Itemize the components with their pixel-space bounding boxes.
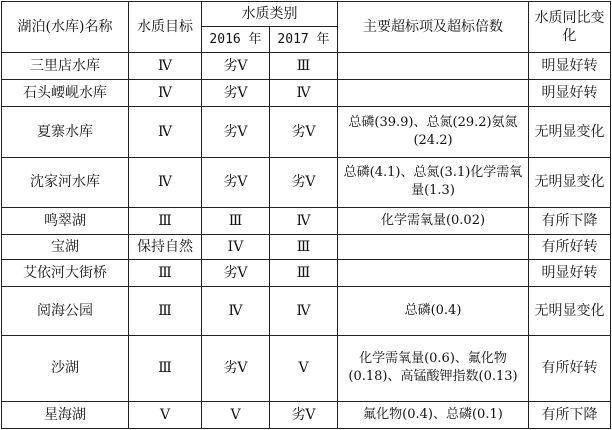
table-row — [2, 106, 611, 157]
cell-target: Ⅳ — [129, 79, 202, 106]
cell-change: 明显好转 — [529, 260, 611, 287]
cell-lake-name: 星海湖 — [2, 402, 129, 429]
table-row — [2, 235, 611, 260]
header-category: 水质类别 — [202, 2, 338, 27]
cell-exceed: 化学需氧量(0.02) — [338, 208, 529, 235]
cell-exceed: 化学需氧量(0.6)、氟化物(0.18)、高锰酸钾指数(0.13) — [338, 335, 529, 401]
cell-exceed — [338, 53, 529, 80]
cell-change: 有所好转 — [529, 335, 611, 401]
cell-target: Ⅲ — [129, 208, 202, 235]
cell-category-2017: 劣Ⅴ — [270, 106, 338, 157]
cell-lake-name: 石头崾岘水库 — [2, 79, 129, 106]
cell-target: Ⅳ — [129, 106, 202, 157]
cell-change: 无明显变化 — [529, 287, 611, 336]
cell-lake-name: 三里店水库 — [2, 53, 129, 80]
cell-category-2017: Ⅳ — [270, 79, 338, 106]
cell-category-2017: Ⅲ — [270, 260, 338, 287]
cell-change: 无明显变化 — [529, 106, 611, 157]
table-row — [2, 157, 611, 208]
header-lake-name: 湖泊(水库)名称 — [2, 2, 129, 53]
cell-target: Ⅴ — [129, 402, 202, 429]
cell-category-2017: Ⅲ — [270, 235, 338, 260]
cell-target: Ⅳ — [129, 157, 202, 208]
cell-lake-name: 艾依河大街桥 — [2, 260, 129, 287]
cell-category-2016: 劣Ⅴ — [202, 260, 270, 287]
table-row — [2, 208, 611, 235]
cell-change: 有所好转 — [529, 235, 611, 260]
cell-change: 明显好转 — [529, 53, 611, 80]
cell-change: 无明显变化 — [529, 157, 611, 208]
cell-lake-name: 鸣翠湖 — [2, 208, 129, 235]
table-body — [2, 53, 611, 429]
cell-category-2016: Ⅴ — [202, 402, 270, 429]
header-exceed: 主要超标项及超标倍数 — [338, 2, 529, 53]
cell-exceed: 总磷(0.4) — [338, 287, 529, 336]
cell-change: 明显好转 — [529, 79, 611, 106]
cell-change: 有所下降 — [529, 208, 611, 235]
cell-target: Ⅲ — [129, 335, 202, 401]
cell-lake-name: 宝湖 — [2, 235, 129, 260]
table-row — [2, 335, 611, 401]
cell-category-2017: Ⅳ — [270, 287, 338, 336]
cell-exceed — [338, 260, 529, 287]
cell-lake-name: 夏寨水库 — [2, 106, 129, 157]
cell-exceed — [338, 79, 529, 106]
cell-exceed: 总磷(39.9)、总氮(29.2)氨氮(24.2) — [338, 106, 529, 157]
header-change: 水质同比变化 — [529, 2, 611, 53]
cell-exceed: 氟化物(0.4)、总磷(0.1) — [338, 402, 529, 429]
cell-category-2016: Ⅳ — [202, 287, 270, 336]
cell-target: Ⅳ — [129, 53, 202, 80]
cell-category-2017: Ⅴ — [270, 335, 338, 401]
cell-target: 保持自然 — [129, 235, 202, 260]
cell-category-2016: IV — [202, 235, 270, 260]
cell-category-2017: 劣Ⅴ — [270, 157, 338, 208]
cell-lake-name: 沈家河水库 — [2, 157, 129, 208]
table-row — [2, 53, 611, 80]
cell-category-2017: Ⅲ — [270, 53, 338, 80]
cell-lake-name: 沙湖 — [2, 335, 129, 401]
cell-change: 有所下降 — [529, 402, 611, 429]
table-row — [2, 287, 611, 336]
cell-category-2016: 劣Ⅴ — [202, 106, 270, 157]
cell-category-2016: Ⅲ — [202, 208, 270, 235]
cell-category-2017: 劣Ⅴ — [270, 402, 338, 429]
cell-category-2016: 劣Ⅴ — [202, 53, 270, 80]
cell-category-2017: Ⅳ — [270, 208, 338, 235]
water-quality-table — [1, 1, 611, 429]
header-year-2017: 2017 年 — [270, 27, 338, 53]
table-row — [2, 79, 611, 106]
cell-category-2016: 劣Ⅴ — [202, 335, 270, 401]
table-row — [2, 402, 611, 429]
cell-lake-name: 阅海公园 — [2, 287, 129, 336]
table-row — [2, 260, 611, 287]
cell-category-2016: 劣Ⅴ — [202, 79, 270, 106]
cell-target: Ⅲ — [129, 260, 202, 287]
cell-category-2016: 劣Ⅴ — [202, 157, 270, 208]
cell-exceed — [338, 235, 529, 260]
header-target: 水质目标 — [129, 2, 202, 53]
cell-exceed: 总磷(4.1)、总氮(3.1)化学需氧量(1.3) — [338, 157, 529, 208]
cell-target: Ⅲ — [129, 287, 202, 336]
header-year-2016: 2016 年 — [202, 27, 270, 53]
